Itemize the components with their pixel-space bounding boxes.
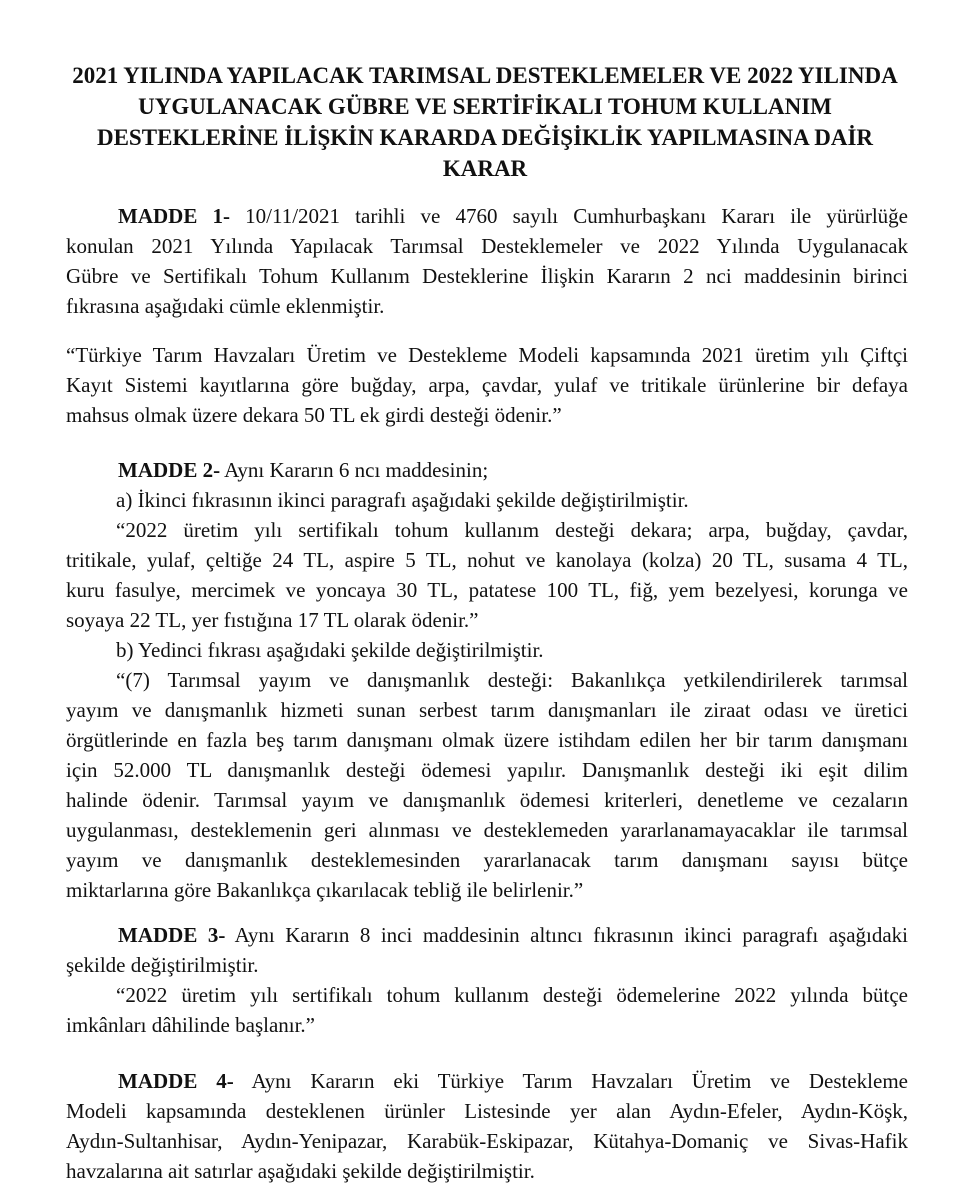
quote-line: “(7) Tarımsal yayım ve danışmanlık desteği: Bakanlıkça yetkilendirilerek tarımsal bbox=[116, 668, 908, 692]
quote-line: kuru fasulye, mercimek ve yoncaya 30 TL, patatese 100 TL, fiğ, yem bezelyesi, korunga ve bbox=[66, 578, 908, 602]
text-line: şekilde değiştirilmiştir. bbox=[66, 953, 259, 977]
text-line: Gübre ve Sertifikalı Tohum Kullanım Desteklerine İlişkin Kararın 2 nci maddesinin birinci bbox=[66, 264, 908, 288]
quote-line: uygulanması, desteklemenin geri alınması ve desteklemeden yararlanamayacaklar ile tarımsal bbox=[66, 818, 908, 842]
text-line: havzalarına ait satırlar aşağıdaki şekilde değiştirilmiştir. bbox=[66, 1159, 535, 1183]
text-fragment: Aynı Kararın eki Türkiye Tarım Havzaları Üretim ve Destekleme bbox=[233, 1069, 908, 1093]
quote-line: yayım ve danışmanlık hizmeti sunan serbest tarım danışmanları ile ziraat odası ve üretici bbox=[66, 698, 908, 722]
text-fragment: 10/11/2021 tarihli ve 4760 sayılı Cumhurbaşkanı Kararı ile yürürlüğe bbox=[229, 204, 908, 228]
quote-line: “2022 üretim yılı sertifikalı tohum kullanım desteği dekara; arpa, buğday, çavdar, bbox=[116, 518, 908, 542]
madde-4-label: MADDE 4- bbox=[118, 1069, 234, 1093]
madde-3-first-line bbox=[66, 920, 908, 950]
title-line: KARAR bbox=[442, 156, 528, 181]
quote-line: yayım ve danışmanlık desteklemesinden yararlanacak tarım danışmanı sayısı bütçe bbox=[66, 848, 908, 872]
text-line: konulan 2021 Yılında Yapılacak Tarımsal Desteklemeler ve 2022 Yılında Uygulanacak bbox=[66, 234, 908, 258]
quote-line: soyaya 22 TL, yer fıstığına 17 TL olarak ödenir.” bbox=[66, 608, 479, 632]
madde-2-first-line bbox=[66, 455, 908, 485]
madde-1-label: MADDE 1- bbox=[118, 204, 230, 228]
madde-2-item-b: b) Yedinci fıkrası aşağıdaki şekilde değiştirilmiştir. bbox=[116, 638, 544, 662]
quote-line: örgütlerinde en fazla beş tarım danışmanı olmak üzere istihdam edilen her bir tarım danışmanı bbox=[66, 728, 908, 752]
title-line: 2021 YILINDA YAPILACAK TARIMSAL DESTEKLEMELER VE 2022 YILINDA bbox=[72, 63, 898, 88]
text-line: Aydın-Sultanhisar, Aydın-Yenipazar, Karabük-Eskipazar, Kütahya-Domaniç ve Sivas-Hafik bbox=[66, 1129, 908, 1153]
madde-4-paragraph bbox=[66, 1066, 908, 1186]
quote-line: imkânları dâhilinde başlanır.” bbox=[66, 1013, 316, 1037]
madde-3-label: MADDE 3- bbox=[118, 923, 226, 947]
quote-line: “Türkiye Tarım Havzaları Üretim ve Destekleme Modeli kapsamında 2021 üretim yılı Çiftçi bbox=[66, 343, 908, 367]
text-line: fıkrasına aşağıdaki cümle eklenmiştir. bbox=[66, 294, 385, 318]
quote-line: miktarlarına göre Bakanlıkça çıkarılacak tebliğ ile belirlenir.” bbox=[66, 878, 584, 902]
madde-2-label: MADDE 2- bbox=[118, 458, 221, 482]
quote-line: “2022 üretim yılı sertifikalı tohum kullanım desteği ödemelerine 2022 yılında bütçe bbox=[116, 983, 908, 1007]
text-fragment: Aynı Kararın 6 ncı maddesinin; bbox=[220, 458, 489, 482]
quote-line: halinde ödenir. Tarımsal yayım ve danışmanlık ödemesi kriterleri, denetleme ve cezaların bbox=[66, 788, 908, 812]
title-line: UYGULANACAK GÜBRE VE SERTİFİKALI TOHUM KULLANIM bbox=[138, 94, 832, 119]
madde-2-paragraph bbox=[66, 455, 908, 905]
madde-4-first-line bbox=[66, 1066, 908, 1096]
quote-line: Kayıt Sistemi kayıtlarına göre buğday, arpa, çavdar, yulaf ve tritikale ürünlerine bir defaya bbox=[66, 373, 908, 397]
title-line: DESTEKLERİNE İLİŞKİN KARARDA DEĞİŞİKLİK YAPILMASINA DAİR bbox=[96, 125, 873, 150]
text-line: Modeli kapsamında desteklenen ürünler Listesinde yer alan Aydın-Efeler, Aydın-Köşk, bbox=[66, 1099, 908, 1123]
text-fragment: Aynı Kararın 8 inci maddesinin altıncı fıkrasının ikinci paragrafı aşağıdaki bbox=[225, 923, 909, 947]
madde-3-paragraph bbox=[66, 920, 908, 1040]
madde-2-item-a: a) İkinci fıkrasının ikinci paragrafı aşağıdaki şekilde değiştirilmiştir. bbox=[116, 488, 689, 512]
quote-line: mahsus olmak üzere dekara 50 TL ek girdi desteği ödenir.” bbox=[66, 403, 562, 427]
madde-1-paragraph bbox=[66, 201, 908, 321]
madde-1-quote bbox=[66, 340, 908, 430]
quote-line: için 52.000 TL danışmanlık desteği ödemesi yapılır. Danışmanlık desteği iki eşit dilim bbox=[66, 758, 908, 782]
document-title bbox=[60, 60, 910, 184]
quote-line: tritikale, yulaf, çeltiğe 24 TL, aspire 5 TL, nohut ve kanolaya (kolza) 20 TL, susama 4 TL, bbox=[66, 548, 908, 572]
madde-1-first-line bbox=[66, 201, 908, 231]
